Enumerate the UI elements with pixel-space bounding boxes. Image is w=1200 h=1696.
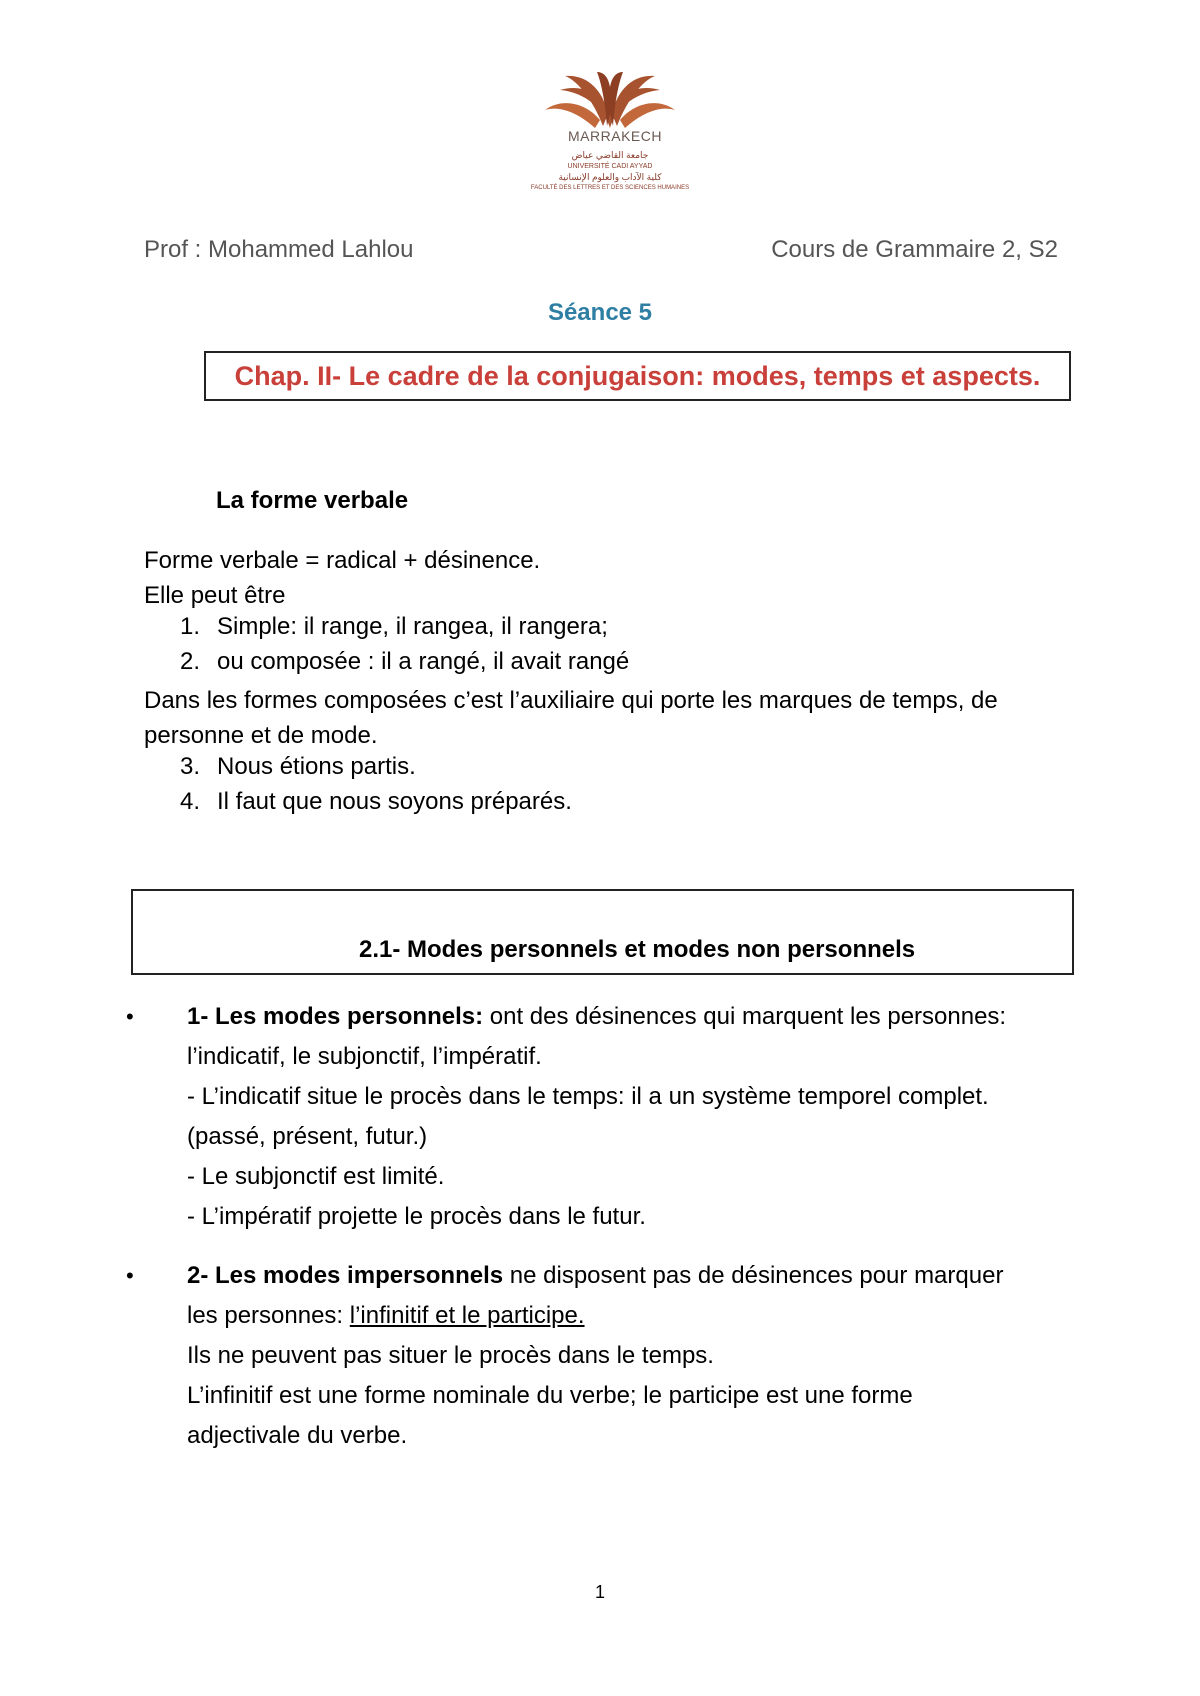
list-item: Il faut que nous soyons préparés. bbox=[217, 788, 572, 815]
bullet-line: 1- Les modes personnels: ont des désinences qui marquent les personnes: bbox=[187, 1003, 1007, 1030]
professor-name: Prof : Mohammed Lahlou bbox=[144, 236, 414, 263]
bullet-line: adjectivale du verbe. bbox=[187, 1422, 408, 1449]
page-number: 1 bbox=[594, 1582, 605, 1602]
university-logo bbox=[505, 70, 715, 205]
course-title: Cours de Grammaire 2, S2 bbox=[771, 236, 1058, 263]
paragraph-line: personne et de mode. bbox=[144, 722, 378, 749]
list-item: ou composée : il a rangé, il avait rangé bbox=[217, 648, 630, 675]
bullet-line: les personnes: l’infinitif et le participe. bbox=[187, 1302, 585, 1329]
bullet-line: - Le subjonctif est limité. bbox=[187, 1163, 445, 1190]
list-number: 4. bbox=[180, 788, 201, 815]
bullet-line: (passé, présent, futur.) bbox=[187, 1123, 428, 1150]
bullet-line: - L’indicatif situe le procès dans le temps: il a un système temporel complet. bbox=[187, 1083, 989, 1110]
list-number: 2. bbox=[180, 648, 201, 675]
logo-wordmark: MARRAKECH bbox=[568, 128, 662, 144]
underlined-text: l’infinitif et le participe. bbox=[349, 1302, 585, 1329]
list-number: 3. bbox=[180, 753, 201, 780]
chapter-title: Chap. II- Le cadre de la conjugaison: modes, temps et aspects. bbox=[234, 360, 1041, 391]
list-item: Nous étions partis. bbox=[217, 753, 416, 780]
paragraph-line: Forme verbale = radical + désinence. bbox=[144, 547, 541, 574]
section-heading: La forme verbale bbox=[216, 487, 409, 514]
list-item: Simple: il range, il rangea, il rangera; bbox=[217, 613, 608, 640]
section-title: 2.1- Modes personnels et modes non personnels bbox=[359, 936, 916, 963]
chapter-title-box bbox=[204, 351, 1071, 401]
logo-subtitle: جامعة القاضي عياض UNIVERSITÉ CADI AYYAD كلية الآداب والعلوم الإنسانية FACULTÉ DES LETTRES ET DES SCIENCES HUMAINES bbox=[530, 150, 690, 191]
session-title: Séance 5 bbox=[547, 299, 653, 326]
bullet-icon: • bbox=[126, 1263, 134, 1288]
bullet-line: l’indicatif, le subjonctif, l’impératif. bbox=[187, 1043, 542, 1070]
bullet-line: Ils ne peuvent pas situer le procès dans le temps. bbox=[187, 1342, 714, 1369]
bullet-line: 2- Les modes impersonnels ne disposent pas de désinences pour marquer bbox=[187, 1262, 1004, 1289]
list-number: 1. bbox=[180, 613, 201, 640]
section-title-box bbox=[131, 889, 1074, 975]
bullet-icon: • bbox=[126, 1004, 134, 1029]
palm-crown-icon bbox=[505, 70, 715, 130]
paragraph-line: Elle peut être bbox=[144, 582, 286, 609]
bullet-line: L’infinitif est une forme nominale du verbe; le participe est une forme bbox=[187, 1382, 913, 1409]
bullet-line: - L’impératif projette le procès dans le futur. bbox=[187, 1203, 646, 1230]
paragraph-line: Dans les formes composées c’est l’auxiliaire qui porte les marques de temps, de bbox=[144, 687, 998, 714]
